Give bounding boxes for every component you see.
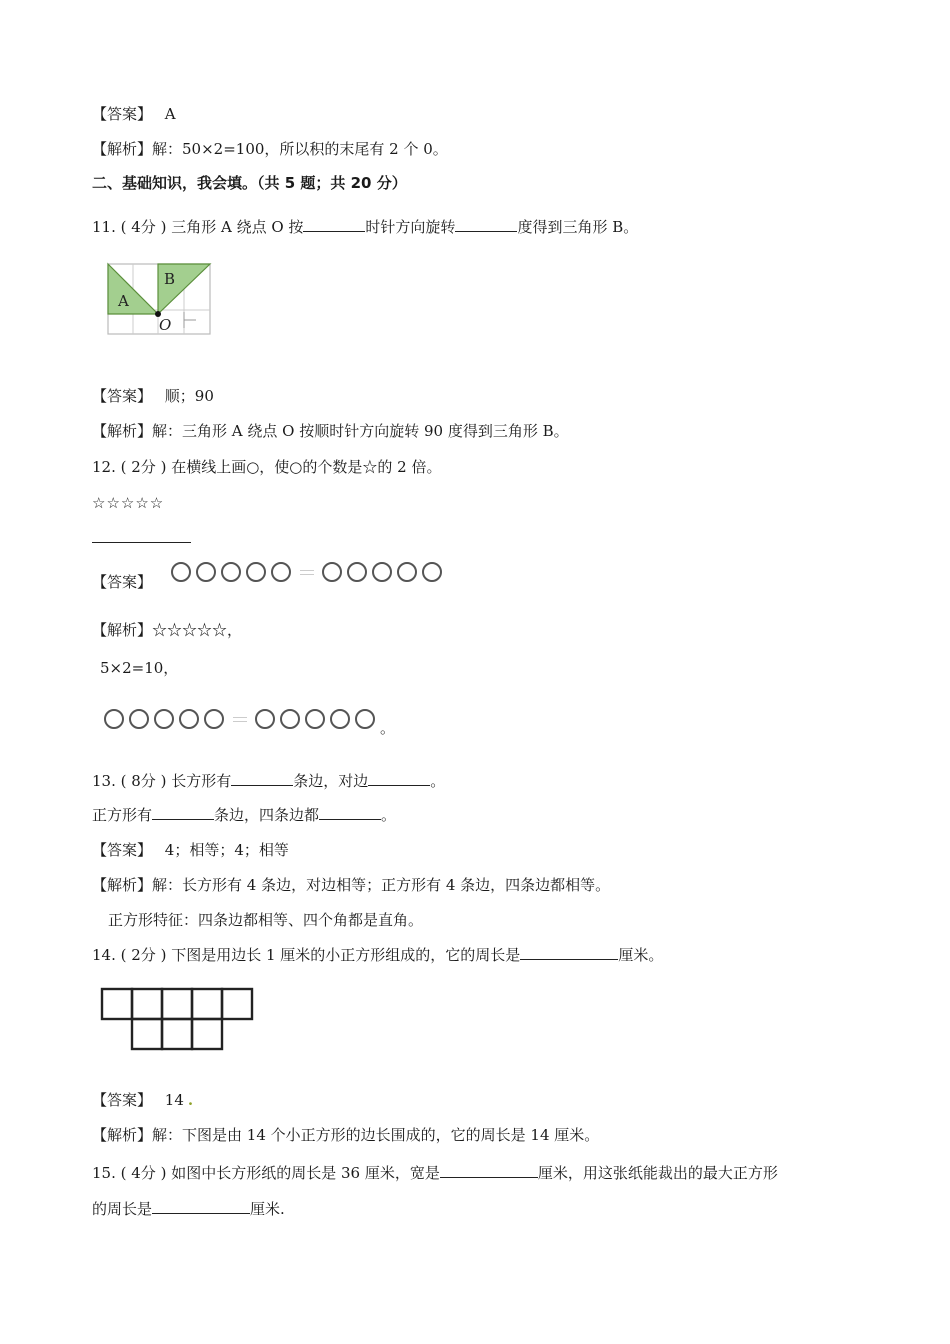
circle-icon: [355, 709, 375, 729]
q12-analysis-calc: 5×2=10，: [100, 659, 179, 677]
q15-line-2: [92, 1199, 285, 1219]
q11-question: [92, 217, 638, 237]
circle-icon: [347, 562, 367, 582]
q11-number: 11.: [92, 218, 116, 236]
q11-blank-2[interactable]: [455, 217, 517, 232]
label-a: A: [118, 292, 129, 310]
q14-score: ( 2分 ): [120, 946, 167, 964]
circle-icon: [322, 562, 342, 582]
q11-score: ( 4分 ): [120, 218, 167, 236]
q12-stars: ☆☆☆☆☆: [92, 494, 165, 512]
q12-analysis-end: 。: [380, 719, 396, 737]
q13-analysis: 解：长方形有 4 条边，对边相等；正方形有 4 条边，四条边都相等。: [152, 876, 611, 894]
q14-analysis: 解：下图是由 14 个小正方形的边长围成的，它的周长是 14 厘米。: [152, 1126, 600, 1144]
answer-tag: 【答案】: [92, 1091, 153, 1109]
q11-answer-line: [92, 386, 214, 406]
circle-icon: [196, 562, 216, 582]
q13-analysis-2: 正方形特征：四条边都相等、四个角都是直角。: [108, 911, 424, 929]
q13-line-1: [92, 771, 445, 791]
circle-icon: [154, 709, 174, 729]
separator-mark: [296, 568, 322, 576]
q14-number: 14.: [92, 946, 116, 964]
q15-blank-2[interactable]: [152, 1199, 250, 1214]
q14-question: [92, 945, 663, 965]
q13-text-1a: 长方形有: [171, 772, 232, 790]
analysis-tag: 【解析】: [92, 621, 153, 639]
q14-answer-dot: .: [187, 1091, 194, 1109]
q13-text-2b: 条边，四条边都: [214, 806, 320, 824]
circle-icon: [305, 709, 325, 729]
q12-analysis-circles: [104, 708, 396, 737]
q14-analysis-line: [92, 1125, 599, 1145]
q13-analysis-line: [92, 875, 610, 895]
q13-number: 13.: [92, 772, 116, 790]
q13-text-2c: 。: [381, 806, 397, 824]
q13-score: ( 8分 ): [120, 772, 167, 790]
q10-answer: A: [164, 105, 176, 123]
section-title: 二、基础知识，我会填。（共 5 题；共 20 分）: [92, 174, 407, 192]
q12-answer-line-row: [92, 571, 447, 592]
q11-text-a: 三角形 A 绕点 O 按: [171, 218, 304, 236]
q11-answer: 顺；90: [164, 387, 214, 405]
answer-tag: 【答案】: [92, 573, 153, 591]
label-b: B: [164, 270, 176, 288]
q15-number: 15.: [92, 1164, 116, 1182]
circle-icon: [330, 709, 350, 729]
circle-icon: [221, 562, 241, 582]
circle-icon: [179, 709, 199, 729]
q13-blank-3[interactable]: [152, 805, 214, 820]
circle-icon: [246, 562, 266, 582]
circle-icon: [255, 709, 275, 729]
q10-analysis-line: [92, 139, 448, 159]
q13-text-1c: 。: [430, 772, 446, 790]
analysis-tag: 【解析】: [92, 876, 153, 894]
q14-blank[interactable]: [520, 945, 618, 960]
circle-icon: [129, 709, 149, 729]
q13-line-2: [92, 805, 396, 825]
q11-analysis: 解：三角形 A 绕点 O 按顺时针方向旋转 90 度得到三角形 B。: [152, 422, 569, 440]
q15-text-d: 厘米.: [250, 1200, 285, 1218]
answer-tag: 【答案】: [92, 105, 153, 123]
separator-mark: [229, 715, 255, 723]
circle-icon: [422, 562, 442, 582]
q15-text-a: 如图中长方形纸的周长是 36 厘米，宽是: [171, 1164, 440, 1182]
q14-text-a: 下图是用边长 1 厘米的小正方形组成的，它的周长是: [171, 946, 521, 964]
circle-icon: [204, 709, 224, 729]
q15-text-c: 的周长是: [92, 1200, 153, 1218]
q11-rotation-figure: [106, 262, 218, 340]
q14-answer-line: [92, 1090, 193, 1110]
q12-analysis-line: [92, 620, 242, 640]
analysis-tag: 【解析】: [92, 140, 153, 158]
q12-score: ( 2分 ): [120, 458, 167, 476]
q13-text-2a: 正方形有: [92, 806, 153, 824]
q13-blank-1[interactable]: [231, 771, 293, 786]
q10-analysis: 解：50×2=100，所以积的末尾有 2 个 0。: [152, 140, 448, 158]
label-o: O: [159, 316, 172, 334]
analysis-tag: 【解析】: [92, 422, 153, 440]
q13-blank-4[interactable]: [319, 805, 381, 820]
circle-icon: [104, 709, 124, 729]
q15-line-1: [92, 1163, 778, 1183]
q14-squares-figure: [98, 985, 260, 1055]
q15-blank-1[interactable]: [440, 1163, 538, 1178]
circle-icon: [171, 562, 191, 582]
answer-tag: 【答案】: [92, 841, 153, 859]
q12-text: 在横线上画○，使○的个数是☆的 2 倍。: [171, 458, 442, 476]
q13-answer-line: [92, 840, 289, 860]
q14-text-b: 厘米。: [618, 946, 664, 964]
q11-text-c: 度得到三角形 B。: [517, 218, 639, 236]
circle-icon: [271, 562, 291, 582]
circle-icon: [280, 709, 300, 729]
q13-text-1b: 条边，对边: [293, 772, 369, 790]
q12-number: 12.: [92, 458, 116, 476]
analysis-tag: 【解析】: [92, 1126, 153, 1144]
q10-answer-line: [92, 104, 176, 124]
q15-text-b: 厘米，用这张纸能裁出的最大正方形: [537, 1164, 778, 1182]
q11-analysis-line: [92, 421, 569, 441]
q15-score: ( 4分 ): [120, 1164, 167, 1182]
q12-answer-line[interactable]: [92, 542, 191, 543]
q13-answer: 4；相等；4；相等: [164, 841, 289, 859]
answer-tag: 【答案】: [92, 387, 153, 405]
q11-blank-1[interactable]: [303, 217, 365, 232]
q11-text-b: 时针方向旋转: [365, 218, 456, 236]
q12-analysis-stars: ☆☆☆☆☆，: [152, 621, 243, 639]
circle-icon: [372, 562, 392, 582]
q12-question: [92, 457, 441, 477]
q12-answer-circles: [171, 561, 447, 582]
q13-blank-2[interactable]: [368, 771, 430, 786]
q14-answer: 14: [164, 1091, 184, 1109]
circle-icon: [397, 562, 417, 582]
